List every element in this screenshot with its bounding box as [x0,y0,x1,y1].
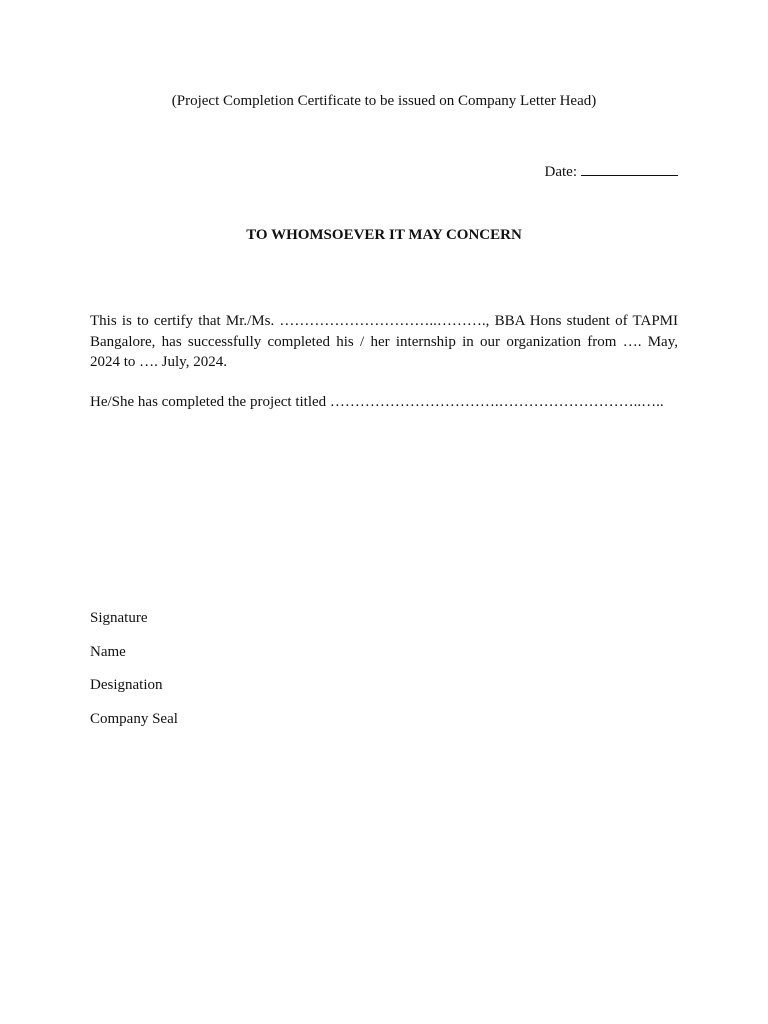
designation-label: Designation [90,677,163,693]
letterhead-note: (Project Completion Certificate to be issued on Company Letter Head) [171,93,597,109]
signature-block [90,608,178,742]
certificate-heading: TO WHOMSOEVER IT MAY CONCERN [246,227,522,243]
certification-paragraph: This is to certify that Mr./Ms. …………………………..………., BBA Hons student of TAPMI Bangalore, has successfully completed his / her internship in our organization from …. May, 2024 to …. July, 2024. [90,313,678,370]
date-label: Date: [544,164,577,180]
date-blank-line [581,160,678,176]
signature-label: Signature [90,610,148,626]
company-seal-label: Company Seal [90,710,178,727]
date-field [545,160,678,181]
project-title-line: He/She has completed the project titled …………………………….………………………..….. [90,394,664,410]
name-label: Name [90,643,126,660]
